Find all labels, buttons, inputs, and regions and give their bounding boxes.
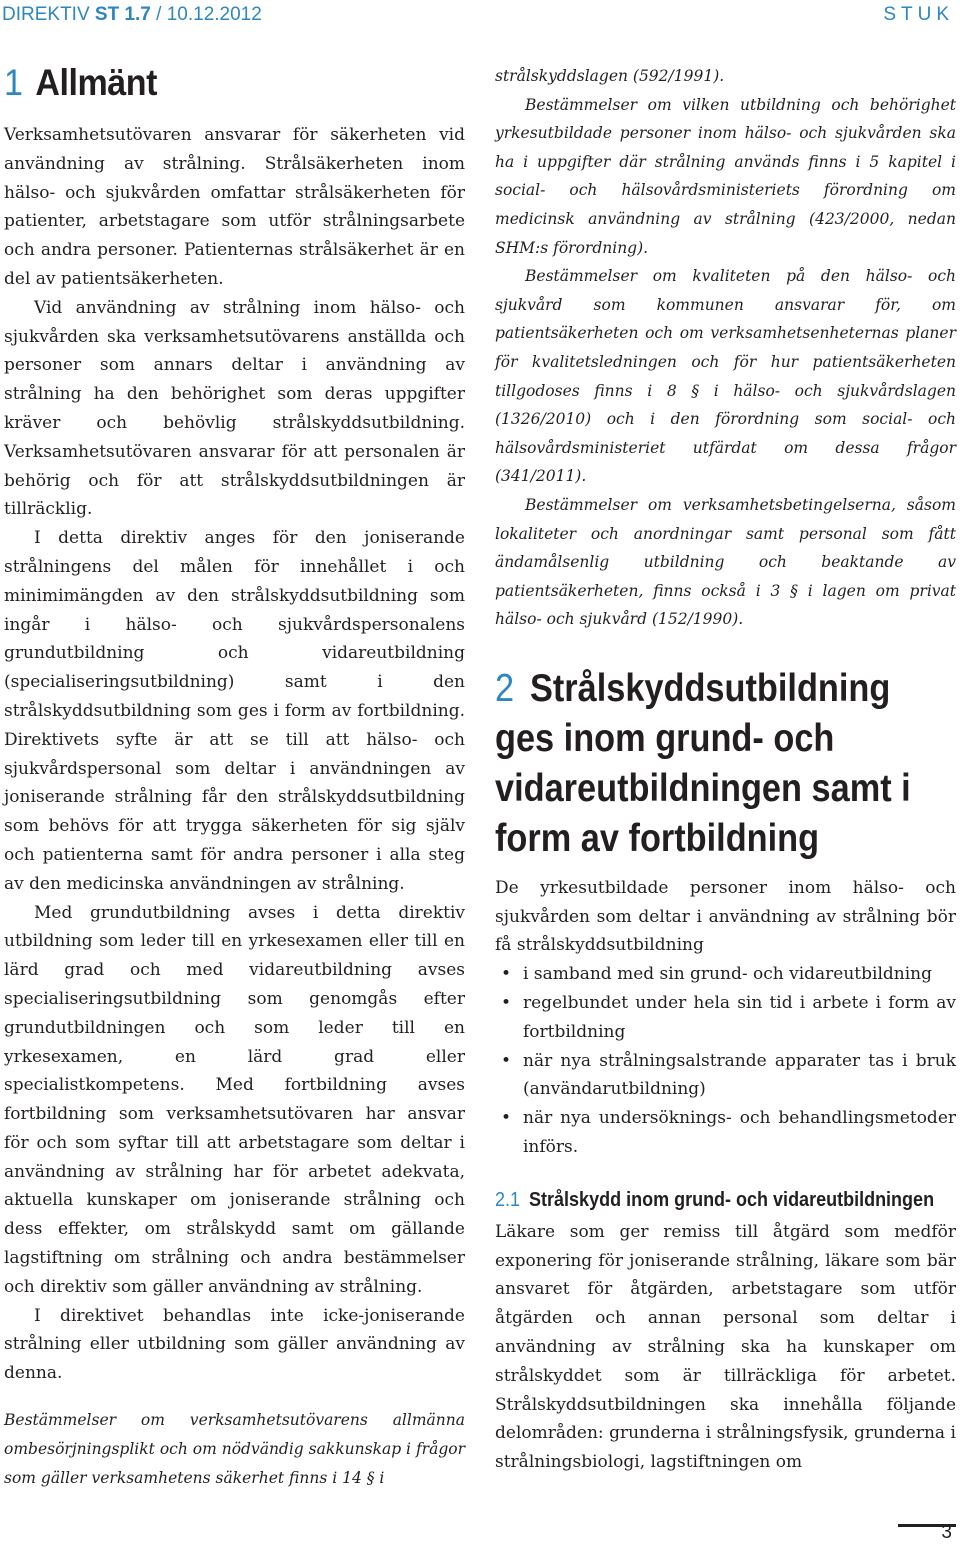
bullet-list — [495, 960, 956, 1162]
section-2-title: Strålskyddsutbildning ges inom grund- och vidareutbildningen samt i form av fortbildning — [495, 666, 911, 860]
list-item: • regelbundet under hela sin tid i arbete i form av fortbildning — [495, 989, 956, 1047]
section-1-title: Allmänt — [35, 62, 157, 103]
italic-legal-note: Bestämmelser om kvaliteten på den hälso- och sjukvård som kommunen ansvarar för, om patientsäkerheten och om verksamhetsenheternas planer för kvalitetsledningen och för hur patientsäkerheten tillgodoses finns i 8 § i hälso- och sjukvårdslagen (1326/2010) och i den förordning som social- och hälsovårdsministeriet utfärdat om dessa frågor (341/2011). — [495, 267, 956, 486]
italic-legal-note: Bestämmelser om verksamhetsutövarens allmänna ombesörjningsplikt och om nödvändig sakkunskap i frågor som gäller verksamhetens säkerhet finns i 14 § i — [4, 1411, 465, 1488]
header-doc-prefix: DIREKTIV — [2, 4, 95, 25]
list-item: • när nya strålningsalstrande apparater tas i bruk (användarutbildning) — [495, 1047, 956, 1105]
left-column — [4, 55, 465, 1493]
paragraph: Läkare som ger remiss till åtgärd som medför exponering för joniserande strålning, läkare som bär ansvaret för åtgärden, arbetstagare som utför åtgärden och annan personal som deltar i användning av strålning ska ha kunskaper om strålskyddet som är tillräckliga för arbetet. Strålskyddsutbildningen ska innehålla följande delområden: grunderna i strålningsfysik, grunderna i strålningsbiologi, lagstiftningen om — [495, 1221, 956, 1473]
header-org: STUK — [883, 4, 954, 25]
paragraph: I detta direktiv anges för den joniserande strålningens del målen för innehållet i och minimimängden av den strålskyddsutbildning som ingår i hälso- och sjukvårdspersonalens grundutbildning och vidareutbildning (specialiseringsutbildning) samt i den strålskyddsutbildning som ges i form av fortbildning. Direktivets syfte är att se till att hälso- och sjukvårdspersonal som deltar i användningen av joniserande strålning får den strålskyddsutbildning som behövs för att trygga säkerheten för sig själv och patienterna samt för andra personer i alla steg av den medicinska användningen av strålning. — [4, 528, 465, 894]
italic-legal-note: Bestämmelser om vilken utbildning och behörighet yrkesutbildade personer inom hälso- och sjukvården ska ha i uppgifter där strålning används finns i 5 kapitel i social- och hälsovårdsministeriets förordning om medicinsk användning av strålning (423/2000, nedan SHM:s förordning). — [495, 95, 956, 257]
paragraph: Vid användning av strålning inom hälso- och sjukvården ska verksamhetsutövarens anställda och personer som annars deltar i användning av strålning ha den behörighet som deras uppgifter kräver och behövlig strålskyddsutbildning. Verksamhetsutövaren ansvarar för att personalen är behörig och för att strålskyddsutbildningen är tillräcklig. — [4, 297, 465, 520]
running-header — [0, 0, 960, 30]
paragraph: De yrkesutbildade personer inom hälso- och sjukvården som deltar i användning av strålning bör få strålskyddsutbildning — [495, 877, 956, 956]
section-1-heading — [4, 61, 428, 105]
italic-legal-note: Bestämmelser om verksamhetsbetingelserna, såsom lokaliteter och anordningar samt personal som fått ändamålsenlig utbildning och beaktande av patientsäkerheten, finns också i 3 § i lagen om privat hälso- och sjukvård (152/1990). — [495, 495, 956, 629]
section-2-number: 2 — [495, 666, 515, 710]
right-column — [495, 62, 956, 1477]
section-1-number: 1 — [4, 62, 23, 103]
list-item: • i samband med sin grund- och vidareutbildning — [495, 960, 956, 989]
section-2-1-number: 2.1 — [495, 1188, 521, 1211]
paragraph: Verksamhetsutövaren ansvarar för säkerheten vid användning av strålning. Strålsäkerheten inom hälso- och sjukvården omfattar strålsäkerheten för patienter, arbetstagare som utför strålningsarbete och andra personer. Patienternas strålsäkerhet är en del av patientsäkerheten. — [4, 125, 465, 289]
header-doc-ref — [2, 4, 262, 26]
page-number: 3 — [941, 1522, 952, 1543]
header-doc-id: ST 1.7 — [94, 4, 151, 25]
section-2-heading — [495, 664, 953, 864]
paragraph: Med grundutbildning avses i detta direktiv utbildning som leder till en yrkesexamen eller till en lärd grad och med vidareutbildning avses specialiseringsutbildning som genomgås efter grundutbildningen och som leder till en yrkesexamen, en lärd grad eller specialistkompetens. Med fortbildning avses fortbildning som verksamhetsutövaren har ansvar för och som syftar till att arbetstagare som deltar i användning av strålning har för arbetet adekvata, aktuella kunskaper om joniserande strålning och dess effekter, om strålskydd samt om gällande lagstiftning om strålning och andra bestämmelser och direktiv som gäller användning av strålning. — [4, 902, 465, 1297]
section-2-1-title: Strålskydd inom grund- och vidareutbildningen — [529, 1188, 935, 1211]
paragraph: I direktivet behandlas inte icke-joniserande strålning eller utbildning som gäller användning av denna. — [4, 1305, 465, 1384]
italic-legal-note: strålskyddslagen (592/1991). — [495, 67, 725, 85]
section-2-1-heading — [495, 1186, 945, 1214]
header-doc-date: / 10.12.2012 — [150, 4, 262, 25]
list-item: • när nya undersöknings- och behandlingsmetoder införs. — [495, 1104, 956, 1162]
